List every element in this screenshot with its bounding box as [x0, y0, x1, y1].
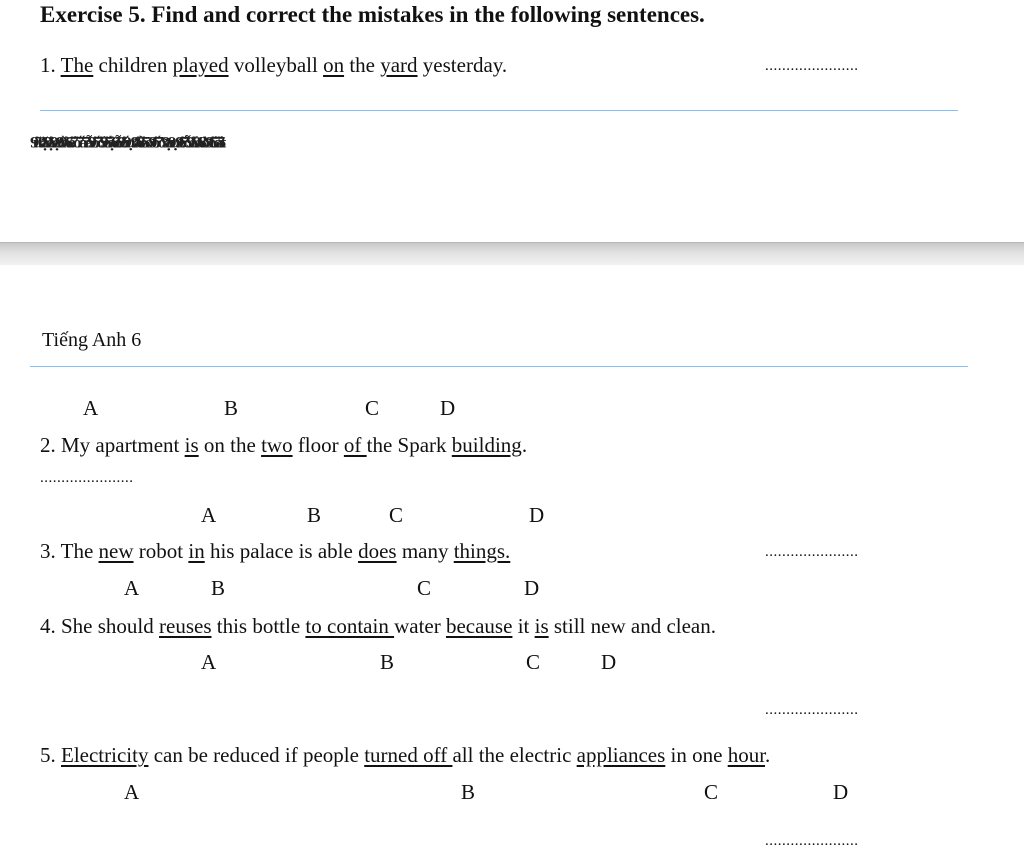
- option-b-4: B: [380, 650, 395, 674]
- sentence-number: 1.: [40, 53, 56, 77]
- sentence-fragment: She should: [61, 614, 160, 638]
- underlined-part: hour: [727, 743, 766, 767]
- option-a-3: A: [124, 576, 140, 600]
- underlined-part: new: [98, 539, 134, 563]
- sentence-number: 2.: [40, 433, 56, 457]
- sentence-5: [40, 743, 770, 768]
- underlined-part: Electricity: [61, 743, 149, 767]
- exercise-title: Exercise 5. Find and correct the mistakes in the following sentences.: [40, 2, 705, 27]
- sentence-fragment: volleyball: [228, 53, 324, 77]
- sentence-text: [61, 53, 508, 77]
- underlined-part: played: [172, 53, 229, 77]
- sentence-fragment: this bottle: [211, 614, 306, 638]
- underlined-part: is: [184, 433, 199, 457]
- sentence-fragment: The: [60, 539, 99, 563]
- sentence-number: 3.: [40, 539, 56, 563]
- underlined-part: in: [188, 539, 205, 563]
- sentence-text: [61, 539, 511, 563]
- underlined-part: of: [343, 433, 367, 457]
- sentence-fragment: children: [93, 53, 173, 77]
- header-rule: [30, 366, 968, 367]
- sentence-fragment: yesterday.: [417, 53, 508, 77]
- option-b-5: B: [461, 780, 476, 804]
- sentence-fragment: still new and clean.: [548, 614, 716, 638]
- option-d-3: D: [524, 576, 540, 600]
- page-header: Tiếng Anh 6: [42, 329, 142, 351]
- sentence-4: [40, 614, 716, 639]
- underlined-part: is: [534, 614, 549, 638]
- answer-blank-1[interactable]: ......................: [765, 58, 859, 74]
- sentence-text: [61, 743, 770, 767]
- sentence-fragment: in one: [665, 743, 728, 767]
- sentence-fragment: My apartment: [61, 433, 185, 457]
- sentence-number: 4.: [40, 614, 56, 638]
- sentence-fragment: on the: [198, 433, 262, 457]
- underlined-part: to contain: [305, 614, 395, 638]
- underlined-part: on: [323, 53, 345, 77]
- sentence-fragment: floor: [292, 433, 344, 457]
- answer-blank-3[interactable]: ......................: [765, 544, 859, 560]
- option-c-1: C: [365, 396, 380, 420]
- sentence-fragment: can be reduced if people: [148, 743, 365, 767]
- sentence-fragment: .: [521, 433, 528, 457]
- underlined-part: yard: [380, 53, 418, 77]
- underlined-part: things.: [453, 539, 511, 563]
- option-c-2: C: [389, 503, 404, 527]
- option-b-3: B: [211, 576, 226, 600]
- option-c-4: C: [526, 650, 541, 674]
- option-a-5: A: [124, 780, 140, 804]
- answer-blank-4[interactable]: ......................: [765, 702, 859, 718]
- option-a-1: A: [83, 396, 99, 420]
- sentence-fragment: it: [512, 614, 535, 638]
- underlined-part: does: [358, 539, 397, 563]
- underlined-part: because: [445, 614, 513, 638]
- sentence-fragment: his palace is able: [204, 539, 359, 563]
- sentence-fragment: robot: [133, 539, 189, 563]
- sentence-fragment: all the electric: [452, 743, 577, 767]
- option-d-1: D: [440, 396, 456, 420]
- underlined-part: appliances: [576, 743, 666, 767]
- underlined-part: turned off: [364, 743, 453, 767]
- option-c-3: C: [417, 576, 432, 600]
- underlined-part: The: [60, 53, 94, 77]
- option-b-1: B: [224, 396, 239, 420]
- underlined-part: two: [261, 433, 293, 457]
- page-break: [0, 242, 1024, 265]
- option-b-2: B: [307, 503, 322, 527]
- divider: [40, 110, 958, 111]
- sentence-fragment: .: [765, 743, 771, 767]
- underlined-part: building: [451, 433, 522, 457]
- sentence-text: [61, 433, 527, 457]
- sentence-1: [40, 53, 507, 78]
- sentence-number: 5.: [40, 743, 56, 767]
- garbled-text-line: 9ữ0ặ9ậ9ạ99ầ6ể7ố7ắ7ẵ9ố7ổ9ế5ậ6ỗ9ố9ự9ẩ8ề5ở9ố7ở9ạ9ự9ế7ỗ9ẩ9ả8ờ9ổ5ẩ5t: [30, 133, 221, 152]
- option-d-4: D: [601, 650, 617, 674]
- option-d-5: D: [833, 780, 849, 804]
- option-a-2: A: [201, 503, 217, 527]
- sentence-fragment: the Spark: [366, 433, 452, 457]
- sentence-fragment: the: [344, 53, 381, 77]
- sentence-fragment: many: [396, 539, 454, 563]
- answer-blank-2[interactable]: ......................: [40, 470, 134, 486]
- option-d-2: D: [529, 503, 545, 527]
- answer-blank-5[interactable]: ......................: [765, 833, 859, 849]
- sentence-fragment: water: [394, 614, 446, 638]
- sentence-2: [40, 433, 527, 458]
- option-c-5: C: [704, 780, 719, 804]
- option-a-4: A: [201, 650, 217, 674]
- sentence-text: [61, 614, 716, 638]
- sentence-3: [40, 539, 510, 564]
- underlined-part: reuses: [159, 614, 212, 638]
